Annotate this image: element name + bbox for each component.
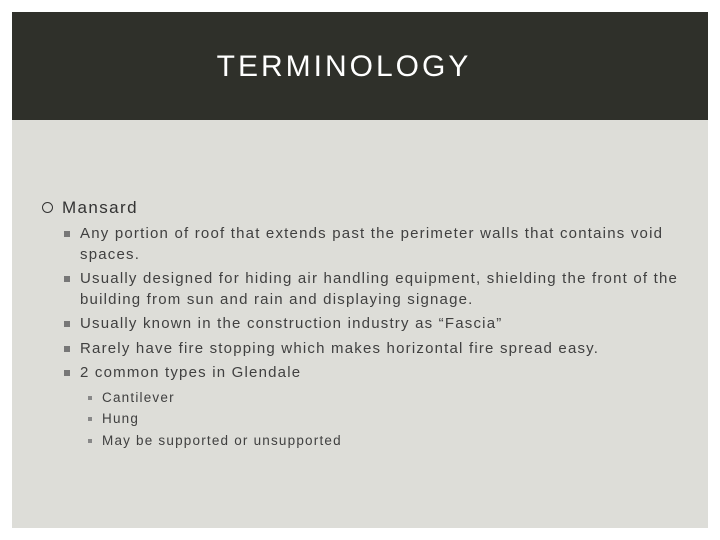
sub-bullet-text: Cantilever: [102, 389, 175, 405]
list-item: [42, 314, 692, 335]
sub-bullet-list: [42, 387, 692, 452]
square-bullet-icon: [64, 346, 70, 352]
heading-text: Mansard: [62, 198, 138, 217]
bullet-text: Rarely have fire stopping which makes horizontal fire spread easy.: [80, 339, 600, 357]
square-bullet-icon: [64, 231, 70, 237]
slide: [12, 12, 708, 528]
list-item: [42, 224, 692, 265]
list-item: [42, 408, 692, 430]
slide-title: TERMINOLOGY: [216, 50, 472, 83]
list-item: [42, 363, 692, 384]
list-item: [42, 430, 692, 452]
bullet-text: Usually known in the construction industry as “Fascia”: [80, 315, 503, 332]
heading-item: [42, 198, 692, 218]
bullet-text: Any portion of roof that extends past the perimeter walls that contains void spaces.: [80, 225, 664, 263]
small-square-bullet-icon: [88, 439, 92, 443]
list-item: [42, 269, 692, 310]
square-bullet-icon: [64, 370, 70, 376]
small-square-bullet-icon: [88, 417, 92, 421]
title-bar: [12, 12, 708, 120]
small-square-bullet-icon: [88, 396, 92, 400]
bullet-text: 2 common types in Glendale: [80, 364, 302, 381]
list-item: [42, 339, 692, 360]
list-item: [42, 387, 692, 409]
sub-bullet-text: Hung: [102, 411, 140, 426]
bullet-list: [42, 224, 692, 384]
sub-bullet-text: May be supported or unsupported: [102, 432, 342, 448]
square-bullet-icon: [64, 276, 70, 282]
bullet-text: Usually designed for hiding air handling equipment, shielding the front of the building from sun and rain and displaying signage.: [80, 270, 679, 308]
slide-content: [42, 198, 692, 451]
circle-bullet-icon: [42, 202, 53, 213]
square-bullet-icon: [64, 321, 70, 327]
